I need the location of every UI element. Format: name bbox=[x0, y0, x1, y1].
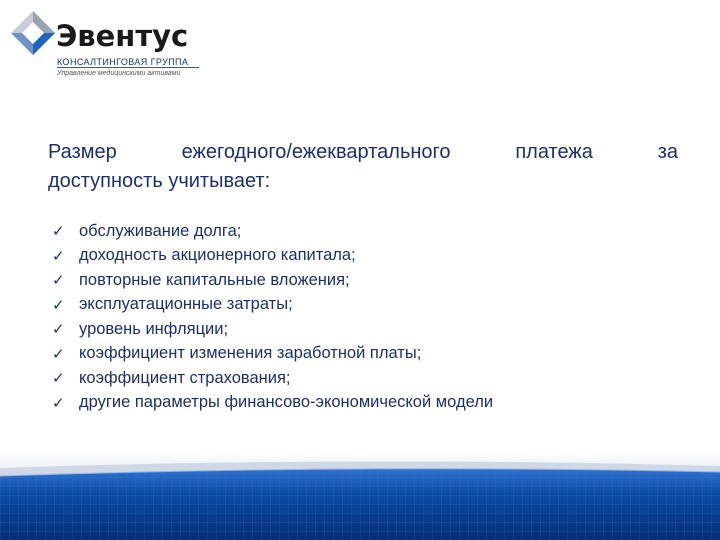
company-logo bbox=[8, 6, 208, 86]
logo-name: Эвентус bbox=[56, 19, 189, 53]
heading-word: Размер bbox=[48, 141, 117, 163]
checkmark-icon: ✓ bbox=[52, 295, 65, 314]
list-item-text: другие параметры финансово-экономической модели bbox=[79, 393, 494, 412]
checkmark-icon: ✓ bbox=[52, 369, 65, 388]
list-item bbox=[52, 317, 493, 342]
list-item bbox=[52, 293, 493, 318]
checkmark-icon: ✓ bbox=[52, 320, 65, 339]
list-item bbox=[52, 268, 493, 293]
list-item-text: уровень инфляции; bbox=[79, 319, 229, 338]
list-item-text: коэффициент страхования; bbox=[79, 368, 291, 387]
logo-tagline: Управление медицинскими активами bbox=[57, 70, 181, 77]
diamond-logo-icon bbox=[10, 10, 56, 56]
checkmark-icon: ✓ bbox=[52, 222, 65, 241]
logo-divider bbox=[57, 67, 199, 68]
list-item bbox=[52, 391, 493, 416]
list-item-text: коэффициент изменения заработной платы; bbox=[79, 344, 422, 363]
heading-word: за bbox=[657, 141, 678, 163]
checkmark-icon: ✓ bbox=[52, 246, 65, 265]
list-item bbox=[52, 244, 493, 269]
checklist bbox=[52, 219, 493, 415]
logo-subtitle: КОНСАЛТИНГОВАЯ ГРУППА bbox=[57, 57, 189, 67]
heading-line-2: доступность учитывает: bbox=[48, 170, 271, 192]
checkmark-icon: ✓ bbox=[52, 344, 65, 363]
list-item bbox=[52, 219, 493, 244]
slide-heading bbox=[48, 138, 678, 196]
list-item-text: доходность акционерного капитала; bbox=[79, 246, 356, 265]
heading-word: ежегодного/ежеквартального bbox=[181, 141, 451, 163]
list-item bbox=[52, 342, 493, 367]
checkmark-icon: ✓ bbox=[52, 393, 65, 412]
heading-line-1 bbox=[48, 138, 678, 167]
list-item-text: эксплуатационные затраты; bbox=[79, 295, 293, 314]
footer-banner bbox=[0, 450, 720, 540]
list-item-text: повторные капитальные вложения; bbox=[79, 270, 350, 289]
checkmark-icon: ✓ bbox=[52, 271, 65, 290]
list-item bbox=[52, 366, 493, 391]
list-item-text: обслуживание долга; bbox=[79, 221, 242, 240]
heading-word: платежа bbox=[515, 141, 593, 163]
